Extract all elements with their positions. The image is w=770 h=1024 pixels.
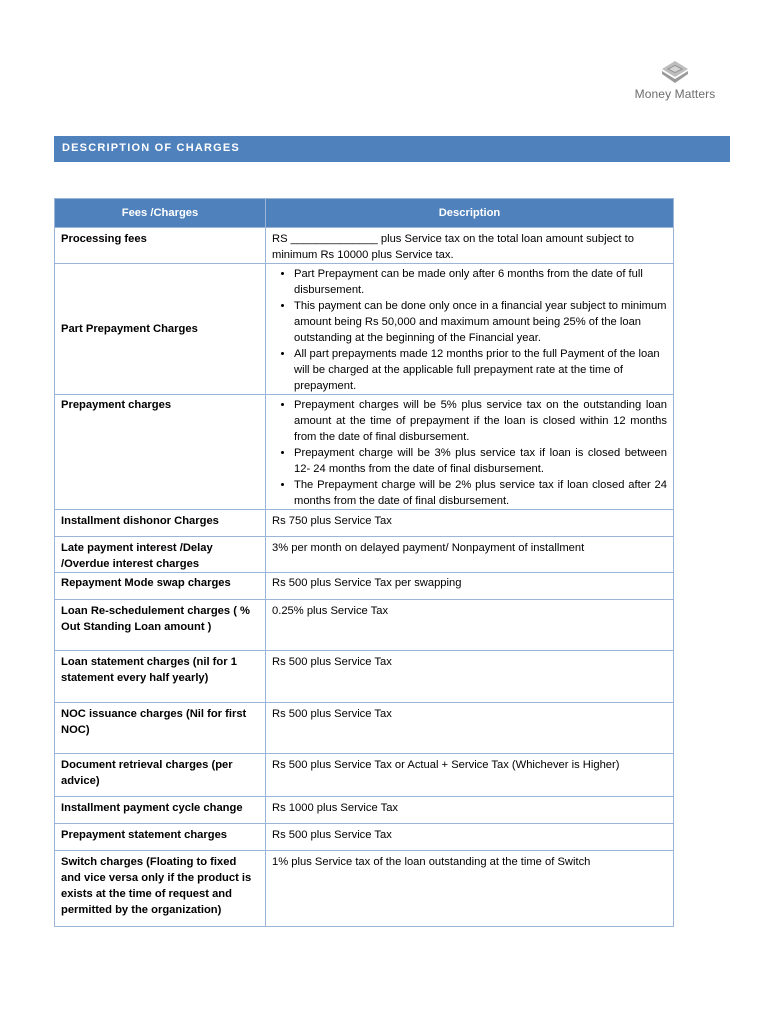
fee-description — [266, 600, 674, 651]
fee-name: Loan statement charges (nil for 1 statement every half yearly) — [55, 651, 266, 703]
table-row — [55, 264, 674, 395]
table-row — [55, 824, 674, 851]
table-row — [55, 395, 674, 510]
fee-name: Prepayment charges — [55, 395, 266, 510]
fee-name: Document retrieval charges (per advice) — [55, 754, 266, 797]
table-row — [55, 754, 674, 797]
fee-description — [266, 754, 674, 797]
header-fees: Fees /Charges — [55, 199, 266, 228]
charges-table — [54, 198, 674, 927]
money-matters-logo-icon — [661, 60, 689, 86]
fee-description — [266, 797, 674, 824]
table-row — [55, 797, 674, 824]
fee-description — [266, 703, 674, 754]
fee-description — [266, 824, 674, 851]
fee-name: Processing fees — [55, 228, 266, 264]
table-row — [55, 510, 674, 537]
fee-description — [266, 851, 674, 927]
table-row — [55, 228, 674, 264]
fee-name: Repayment Mode swap charges — [55, 573, 266, 600]
fee-description — [266, 264, 674, 395]
fee-description — [266, 573, 674, 600]
description-text: Rs 500 plus Service Tax or Actual + Service Tax (Whichever is Higher) — [272, 759, 620, 771]
description-text: Rs 1000 plus Service Tax — [272, 802, 399, 814]
list-item: • The Prepayment charge will be 2% plus service tax if loan closed after 24 months from the date of final disbursement. — [294, 477, 667, 509]
list-item: • This payment can be done only once in a financial year subject to minimum amount being Rs 50,000 and maximum amount being 25% of the loan outstanding at the beginning of the Financial year. — [294, 298, 667, 346]
fee-name: Loan Re-schedulement charges ( % Out Standing Loan amount ) — [55, 600, 266, 651]
fee-description — [266, 395, 674, 510]
fee-description — [266, 228, 674, 264]
fee-name: Prepayment statement charges — [55, 824, 266, 851]
table-header-row — [55, 199, 674, 228]
fee-description — [266, 510, 674, 537]
table-row — [55, 851, 674, 927]
description-text: Rs 500 plus Service Tax — [272, 708, 392, 720]
fee-description — [266, 537, 674, 573]
section-banner — [54, 136, 730, 162]
table-row — [55, 600, 674, 651]
header-description: Description — [266, 199, 674, 228]
fee-name: Installment payment cycle change — [55, 797, 266, 824]
list-item: • All part prepayments made 12 months prior to the full Payment of the loan will be charged at the applicable full prepayment rate at the time of prepayment. — [294, 346, 667, 394]
list-item: • Prepayment charge will be 3% plus service tax if loan is closed between 12- 24 months from the date of final disbursement. — [294, 445, 667, 477]
fee-name: Part Prepayment Charges — [55, 264, 266, 395]
table-row — [55, 573, 674, 600]
list-item: • Prepayment charges will be 5% plus service tax on the outstanding loan amount at the time of prepayment if the loan is closed within 12 months from the date of final disbursement. — [294, 397, 667, 445]
section-title: DESCRIPTION OF CHARGES — [62, 142, 240, 154]
fee-description — [266, 651, 674, 703]
description-text: 0.25% plus Service Tax — [272, 605, 389, 617]
description-text: RS ______________ plus Service tax on the total loan amount subject to minimum Rs 10000 plus Service tax. — [272, 233, 634, 261]
description-text: 3% per month on delayed payment/ Nonpayment of installment — [272, 542, 585, 554]
fee-name: Installment dishonor Charges — [55, 510, 266, 537]
company-logo — [630, 60, 720, 101]
list-item: • Part Prepayment can be made only after 6 months from the date of full disbursement. — [294, 266, 667, 298]
description-text: Rs 500 plus Service Tax per swapping — [272, 577, 462, 589]
description-text: 1% plus Service tax of the loan outstanding at the time of Switch — [272, 856, 591, 868]
fee-name: Switch charges (Floating to fixed and vice versa only if the product is exists at the time of request and permitted by the organization) — [55, 851, 266, 927]
table-row — [55, 703, 674, 754]
logo-text: Money Matters — [634, 87, 716, 101]
description-text: Rs 500 plus Service Tax — [272, 829, 392, 841]
table-row — [55, 537, 674, 573]
description-text: Rs 750 plus Service Tax — [272, 515, 392, 527]
table-row — [55, 651, 674, 703]
description-text: Rs 500 plus Service Tax — [272, 656, 392, 668]
fee-name: Late payment interest /Delay /Overdue interest charges — [55, 537, 266, 573]
fee-name: NOC issuance charges (Nil for first NOC) — [55, 703, 266, 754]
